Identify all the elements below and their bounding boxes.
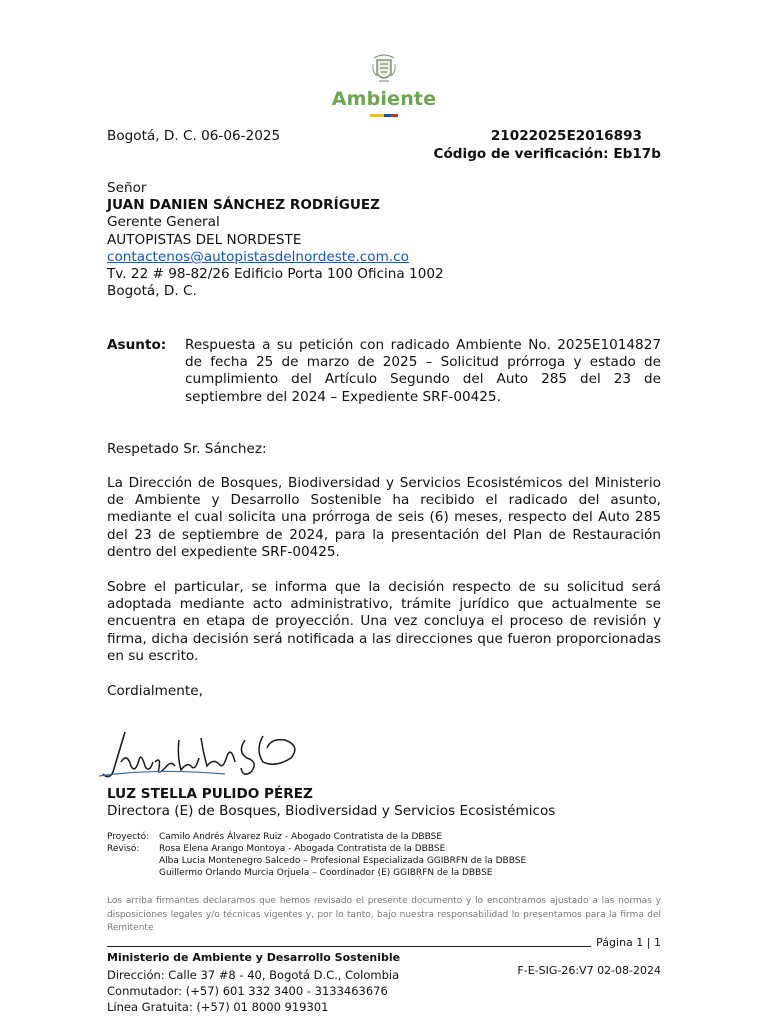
recipient-block (107, 180, 662, 300)
recipient-salutation: Señor (107, 180, 147, 196)
page-number: Página 1 | 1 (596, 936, 661, 949)
recipient-address: Tv. 22 # 98-82/26 Edificio Porta 100 Oficina 1002 (107, 266, 444, 283)
reviewed-by-2: Alba Lucia Montenegro Salcedo – Profesional Especializada GGIBRFN de la DBBSE (159, 856, 527, 866)
credits-block (107, 831, 667, 879)
city-date: Bogotá, D. C. 06-06-2025 (107, 128, 281, 144)
handwritten-signature (95, 722, 310, 784)
footer-divider (107, 946, 591, 947)
body-paragraph-1: La Dirección de Bosques, Biodiversidad y Servicios Ecosistémicos del Ministerio de Ambiente y Desarrollo Sostenible ha recibido el radicado del asunto, mediante el cual solicita una prórroga de seis (6) meses, respecto del Auto 285 del 23 de septiembre de 2024, para la presentación del Plan de Restauración dentro del expediente SRF-00425. (107, 475, 661, 560)
reviewed-by-1: Rosa Elena Arango Montoya - Abogada Contratista de la DBBSE (159, 844, 446, 854)
ministry-logo (0, 52, 768, 117)
recipient-city: Bogotá, D. C. (107, 283, 197, 300)
disclaimer: Los arriba firmantes declaramos que hemos revisado el presente documento y lo encontramos ajustado a las normas y disposiciones legales y/o técnicas vigentes y, por lo tanto, bajo nuestra responsabilidad lo presentamos para la firma del Remitente (107, 896, 661, 933)
verification-code: Código de verificación: Eb17b (433, 146, 661, 162)
greeting: Respetado Sr. Sánchez: (107, 441, 267, 457)
signer-title: Directora (E) de Bosques, Biodiversidad y Servicios Ecosistémicos (107, 803, 556, 819)
subject-label: Asunto: (107, 337, 167, 353)
signer-name: LUZ STELLA PULIDO PÉREZ (107, 786, 313, 802)
subject-text: Respuesta a su petición con radicado Ambiente No. 2025E1014827 de fecha 25 de marzo de 2025 – Solicitud prórroga y estado de cumplimiento del Artículo Segundo del Auto 285 del 23 de septiembre del 2024 – Expediente SRF-00425. (185, 337, 661, 405)
projected-label: Proyectó: (107, 832, 150, 842)
recipient-email-link[interactable]: contactenos@autopistasdelnordeste.com.co (107, 248, 409, 265)
radicado-number: 21022025E2016893 (490, 128, 642, 144)
flag-stripe (370, 114, 398, 117)
footer-address: Dirección: Calle 37 #8 - 40, Bogotá D.C., Colombia (107, 968, 400, 982)
recipient-name: JUAN DANIEN SÁNCHEZ RODRÍGUEZ (107, 197, 381, 214)
coat-of-arms-icon (371, 52, 397, 86)
projected-by: Camilo Andrés Álvarez Ruiz - Abogado Contratista de la DBBSE (159, 832, 443, 842)
reviewed-by-3: Guillermo Orlando Murcia Orjuela – Coordinador (E) GGIBRFN de la DBBSE (159, 868, 493, 878)
footer-phone: Conmutador: (+57) 601 332 3400 - 3133463676 (107, 984, 388, 998)
logo-text: Ambiente (331, 88, 437, 110)
closing: Cordialmente, (107, 683, 203, 699)
reviewed-label: Revisó: (107, 844, 140, 854)
footer-ministry: Ministerio de Ambiente y Desarrollo Sostenible (107, 951, 401, 964)
body-paragraph-2: Sobre el particular, se informa que la decisión respecto de su solicitud será adoptada mediante acto administrativo, trámite jurídico que actualmente se encuentra en etapa de proyección. Una vez concluya el proceso de revisión y firma, dicha decisión será notificada a las direcciones que fueron proporcionadas en su escrito. (107, 579, 661, 664)
footer-toll-free: Línea Gratuita: (+57) 01 8000 919301 (107, 1000, 329, 1014)
recipient-company: AUTOPISTAS DEL NORDESTE (107, 231, 302, 248)
recipient-role: Gerente General (107, 214, 220, 231)
form-code: F-E-SIG-26:V7 02-08-2024 (517, 964, 661, 977)
